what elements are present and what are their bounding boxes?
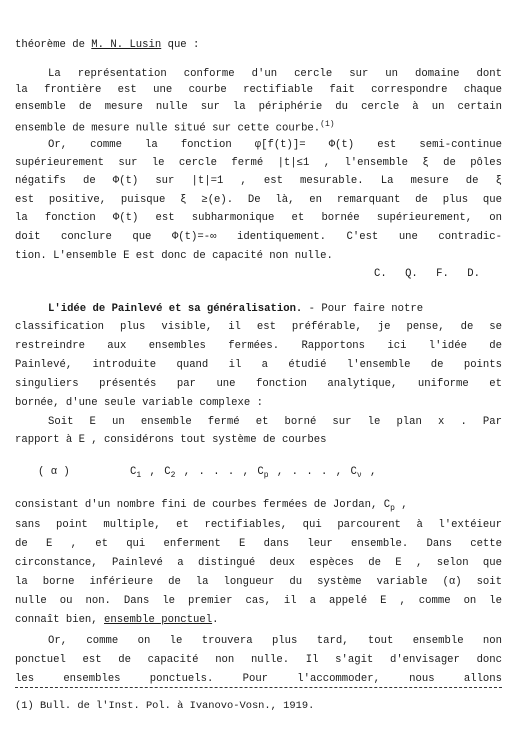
subscript: 2 xyxy=(170,471,176,481)
curve-system-formula xyxy=(130,466,376,480)
c-symbol: C xyxy=(130,466,137,478)
ellipsis: , . . . , xyxy=(175,466,258,478)
text-line: circonstance, Painlevé a distingué deux espèces de E , selon que xyxy=(15,557,502,569)
separator: , xyxy=(141,466,165,478)
subscript: 1 xyxy=(136,471,142,481)
text-line: bornée, d'une seule variable complexe : xyxy=(15,397,263,409)
footnote: (1) Bull. de l'Inst. Pol. à Ivanovo-Vosn., 1919. xyxy=(15,700,315,712)
text: connaît bien, xyxy=(15,614,105,626)
text: , xyxy=(394,499,408,511)
text-line: les ensembles ponctuels. Pour l'accommoder, nous allons xyxy=(15,673,502,685)
text-line: singuliers présentés par une fonction analytique, uniforme et xyxy=(15,378,502,390)
text: théorème de xyxy=(15,39,92,51)
text: . xyxy=(212,614,219,626)
text-line: Or, comme la fonction φ[f(t)]= Φ(t) est semi-continue xyxy=(48,139,502,151)
section-heading: L'idée de Painlevé et sa généralisation. xyxy=(48,303,303,315)
text: que : xyxy=(161,39,200,51)
text-line: doit conclure que Φ(t)=-∞ identiquement. C'est une contradic- xyxy=(15,231,502,243)
text-line xyxy=(15,498,502,516)
text-line: la frontière est une courbe rectifiable fait correspondre chaque xyxy=(15,84,502,96)
text-line: de E , et qui enferment E dans leur ensemble. Dans cette xyxy=(15,538,502,550)
text-line: tion. L'ensemble E est donc de capacité non nulle. xyxy=(15,250,333,262)
text-line: rapport à E , considérons tout système de courbes xyxy=(15,434,327,446)
text-line: La représentation conforme d'un cercle sur un domaine dont xyxy=(48,68,502,80)
text-line: nulle ou non. Dans le premier cas, il a appelé E , comme on le xyxy=(15,595,502,607)
text-line: classification plus visible, il est préférable, je pense, de se xyxy=(15,321,502,333)
subscript: ν xyxy=(356,471,362,481)
text-line: Soit E un ensemble fermé et borné sur le plan x . Par xyxy=(48,416,502,428)
qed-mark: C. Q. F. D. xyxy=(374,268,480,280)
text-line: Painlevé, introduite quand il a étudié l'ensemble de points xyxy=(15,359,502,371)
author-name: M. N. Lusin xyxy=(91,39,162,51)
text-line: ponctuel est de capacité non nulle. Il s'agit d'envisager donc xyxy=(15,654,502,666)
text-line: est positive, puisque ξ ≥(e). De là, en remarquant de plus que xyxy=(15,194,502,206)
formula-label: ( α ) xyxy=(38,466,70,478)
text-line: Or, comme on le trouvera plus tard, tout ensemble non xyxy=(48,635,502,647)
footnote-divider xyxy=(15,687,502,688)
text-line xyxy=(15,117,502,137)
c-symbol: C xyxy=(164,466,171,478)
c-symbol: C xyxy=(350,466,357,478)
text: - Pour faire notre xyxy=(302,303,424,315)
ellipsis: , . . . , xyxy=(268,466,351,478)
text: consistant d'un nombre fini de courbes fermées de Jordan, C xyxy=(15,499,391,511)
footnote-ref: (1) xyxy=(320,120,335,129)
text-line xyxy=(48,302,502,317)
subscript: p xyxy=(390,504,395,514)
text-line: négatifs de Φ(t) sur |t|=1 , est mesurable. La mesure de ξ xyxy=(15,175,502,187)
text-line: supérieurement sur le cercle fermé |t|≤1 , l'ensemble ξ de pôles xyxy=(15,157,502,169)
text-line xyxy=(15,613,502,628)
text-line: ensemble de mesure nulle sur la périphérie du cercle à un certain xyxy=(15,101,502,113)
text: ensemble de mesure nulle situé sur cette courbe. xyxy=(15,122,321,135)
text-line: la fonction Φ(t) est subharmonique et bornée supérieurement, on xyxy=(15,212,502,224)
text-line xyxy=(15,38,502,53)
text-line: restreindre aux ensembles fermées. Rapportons ici l'idée de xyxy=(15,340,502,352)
text-line: sans point multiple, et rectifiables, qui parcourent à l'extéieur xyxy=(15,519,502,531)
text-line: la borne inférieure de la longueur du système variable (α) soit xyxy=(15,576,502,588)
c-symbol: C xyxy=(257,466,264,478)
subscript: p xyxy=(263,471,269,481)
defined-term: ensemble ponctuel xyxy=(104,614,213,626)
separator: , xyxy=(361,466,377,478)
